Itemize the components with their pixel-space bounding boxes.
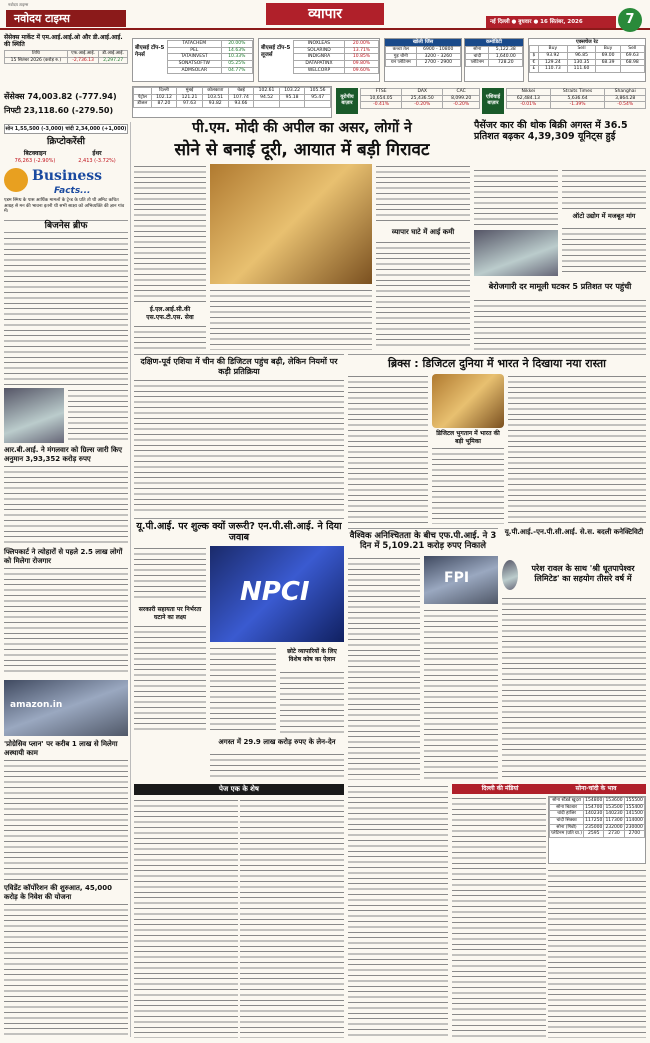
cell: 2730: [604, 831, 624, 838]
cell: तिथि: [5, 51, 68, 58]
cell: 155400: [625, 804, 643, 810]
cell: 2700: [624, 831, 644, 838]
cell: 117300: [605, 817, 623, 823]
brics-body-2: [432, 446, 504, 524]
crypto-title: क्रिप्टोकरेंसी: [47, 137, 85, 147]
cell: पेट्रोल: [134, 94, 152, 101]
cell: -2,736.13: [67, 57, 98, 64]
cell: 5,636.64: [550, 95, 605, 102]
cell: 95.18: [279, 94, 305, 101]
cell: सोना स्टैंडर्ड खुदरा: [550, 798, 584, 805]
gold-silver-strip: सोन 1,55,500 (-3,000) चांदी 2,34,000 (+1,000): [5, 126, 127, 132]
cell: SOLARIND: [294, 47, 345, 54]
cell: 62,484.13: [507, 95, 551, 102]
fx-title: एक्सचेंज रेट: [575, 39, 599, 45]
cell: 04.77%: [221, 67, 252, 74]
mandi-title: दिल्ली की मंडियां: [481, 785, 519, 792]
column-rule: [130, 122, 131, 1037]
cell: TATACHEM: [168, 41, 222, 48]
cell: $: [530, 52, 539, 59]
cell: 2595: [584, 831, 604, 838]
amazon-headline: 'प्रोग्रेसिव प्लान' पर करीब 1 लाख से मिलेगा अस्थायी काम: [4, 740, 118, 757]
brief-body: [4, 236, 128, 386]
cell: -0.54%: [605, 102, 646, 109]
amazon-body: [4, 758, 128, 880]
european-markets: [360, 88, 480, 114]
cell: 6900 - 10800: [416, 47, 460, 54]
lead-body-1: [134, 164, 206, 304]
cars-body-3: [562, 226, 646, 276]
cell: DATAPATINX: [294, 60, 345, 67]
upi-body-1: [134, 546, 206, 602]
bullion-table-box: [548, 796, 646, 864]
cell: दिल्ली: [151, 88, 177, 95]
bitcoin-label: बिटक्वाइन: [23, 150, 47, 157]
cell: Nikkei: [507, 89, 551, 96]
amazon-photo: [4, 680, 128, 736]
cell: 105.56: [305, 88, 331, 95]
cars-headline: पैसेंजर कार की थोक बिक्री अगस्त में 36.5 प्रतिशत बढ़कर 4,39,309 यूनिट्स हुई: [474, 120, 628, 142]
cell: -0.20%: [402, 102, 443, 109]
top-losers: [258, 38, 380, 82]
cell: 111.60: [567, 66, 596, 73]
cell: €: [530, 59, 539, 66]
cell: सोना (गिन्नी): [550, 824, 584, 831]
ether-value: 2,413 (-3.72%): [78, 158, 116, 164]
cell: 129.24: [538, 59, 567, 66]
cell: धन प्लेटिनम: [386, 60, 417, 67]
cell: 2,297.27: [99, 57, 128, 64]
asian-market-label: एशियाई बाज़ार: [482, 88, 504, 114]
bitcoin-value: 76,263 (-2.90%): [14, 158, 56, 164]
fpi-headline: वैश्विक अनिश्चितता के बीच एफ.पी.आई. ने 3 दिन में 5,109.21 करोड़ रुपए निकाले: [348, 528, 498, 551]
losers-title: बीएसई टॉप-5 लूजर्स: [261, 45, 291, 58]
lead-sub-trade: व्यापार घाटे में आई कमी: [391, 228, 455, 236]
upi-sub-3: अगस्त में 29.9 लाख करोड़ रुपए के लेन-देन: [218, 738, 336, 746]
cell: 2700 - 2900: [416, 60, 460, 67]
brief-title: बिजनेस ब्रीफ: [4, 220, 128, 233]
cell: 15 सितंबर 2026 (करोड़ रु.): [5, 57, 68, 64]
cell: SONATSOFTW: [168, 60, 222, 67]
continuation-title: पेज एक के शेष: [134, 784, 344, 795]
upi-body-4: [280, 670, 344, 734]
cell: Buy: [538, 46, 567, 53]
cell: 114000: [625, 817, 643, 823]
china-headline: दक्षिण-पूर्व एशिया में चीन की डिजिटल पहुंच बढ़ी, लेकिन नियमों पर कड़ी प्रतिक्रिया: [134, 354, 344, 377]
cell: 140230: [585, 811, 603, 817]
losers-table: [293, 40, 379, 74]
cell: TATAINVEST: [168, 54, 222, 61]
cell: डीजल: [134, 101, 152, 108]
cell: 155500: [625, 798, 643, 803]
cell: Sell: [620, 46, 644, 53]
cell: 107.74: [228, 94, 254, 101]
building-photo: [4, 388, 64, 443]
cell: 141500: [625, 811, 643, 817]
masthead-small: नवोदय टाइम्स: [8, 2, 29, 7]
cell: 93.82: [202, 101, 228, 108]
china-body: [134, 378, 344, 514]
cell: 68.39: [596, 59, 620, 66]
nifty-value: निफ्टी 23,118.60 (-279.50): [4, 106, 114, 115]
amazon-logo-label: amazon.in: [10, 700, 63, 710]
lead-kicker: पी.एम. मोदी की अपील का असर, लोगों ने: [192, 120, 412, 136]
cars-sub: ऑटो उद्योग में मजबूत मांग: [572, 212, 636, 220]
cell: कोलकाता: [202, 88, 228, 95]
cell: चेन्नई: [228, 88, 254, 95]
cell: PEL: [168, 47, 222, 54]
cell: 13.71%: [345, 47, 379, 54]
cell: 10.85%: [345, 54, 379, 61]
cell: एफ.आई.आई.: [67, 51, 98, 58]
ether-label: ईथर: [92, 150, 102, 157]
cell: 1,640.00: [489, 53, 523, 60]
metals-table: [465, 46, 523, 67]
cell: 154700: [585, 804, 603, 810]
parasram-body: [502, 596, 646, 780]
cell: सोना बिटबार: [550, 804, 584, 811]
upi-headline: यू.पी.आई. पर शुल्क क्यों जरूरी? एन.पी.सी.आई. ने दिया जवाब: [134, 518, 344, 543]
cell: Shanghai: [605, 89, 646, 96]
brics-body-1: [348, 374, 428, 524]
brics-coins-photo: [432, 374, 504, 428]
bullion-title: सोना-चांदी के भाव: [575, 785, 617, 792]
brics-body-3: [508, 374, 646, 524]
cell: ADMSOLAR: [168, 67, 222, 74]
fx-box: [528, 38, 646, 82]
cell: डी.आई.आई.: [99, 51, 128, 58]
npci-photo: [210, 546, 344, 642]
lead-body-4: [376, 240, 470, 350]
cell: 09.80%: [345, 60, 379, 67]
facts-badge-icon: [4, 168, 28, 192]
cell: 10,654.05: [361, 95, 402, 102]
gainers-table: [167, 40, 253, 74]
mandi-bar: [452, 784, 646, 794]
cell: 93.92: [538, 52, 567, 59]
parasram-photo: [502, 560, 518, 590]
sensex-value: सेंसेक्स 74,003.82 (-777.94): [4, 92, 117, 101]
cell: 09.60%: [345, 67, 379, 74]
parasram-headline: परेश रावल के साथ 'श्री धूतपापेश्वर लिमिटेड' का सहयोग तीसरे वर्ष में: [531, 564, 635, 583]
asian-markets: [506, 88, 646, 114]
cell: 103.51: [202, 94, 228, 101]
cell: 3,864.28: [605, 95, 646, 102]
fx-table: [529, 45, 645, 73]
cell: 153500: [605, 804, 623, 810]
cell: 25,436.50: [402, 95, 443, 102]
upi-sub: सरकारी सहायता पर निर्भरता घटाने का लक्ष्य: [138, 606, 202, 621]
upi-body-3: [210, 646, 276, 734]
cell: £: [530, 66, 539, 73]
cell: चांदी हाजिर: [550, 811, 584, 818]
cell: 95.47: [305, 94, 331, 101]
top-gainers: [132, 38, 254, 82]
cell: 140230: [605, 811, 623, 817]
cell: 154800: [585, 798, 603, 803]
cell: 96.85: [567, 52, 596, 59]
cars-body-2: [562, 168, 646, 210]
continuation-body-3: [348, 784, 448, 1038]
fpi-photo: [424, 556, 498, 604]
flipkart-headline: फ्लिपकार्ट ने त्योहारों से पहले 2.5 लाख लोगों को मिलेगा रोजगार: [4, 548, 123, 565]
cell: 69.00: [596, 52, 620, 59]
cell: 102.61: [254, 88, 280, 95]
fuel-box: [132, 86, 332, 118]
cell: Sell: [567, 46, 596, 53]
npci-logo: NPCI: [240, 577, 310, 607]
lead-body-3: [376, 164, 470, 224]
cell: 130.35: [567, 59, 596, 66]
gainers-title: बीएसई टॉप-5 गेनर्स: [135, 45, 165, 58]
cell: 87.20: [151, 101, 177, 108]
business-title: Business: [32, 168, 103, 184]
cell: -0.01%: [507, 102, 551, 109]
cell: 20.00%: [221, 41, 252, 48]
cell: 5,122.38: [489, 47, 523, 54]
cell: FTSE: [361, 89, 402, 96]
cell: 93.66: [228, 101, 254, 108]
fpi-logo: FPI: [444, 570, 470, 586]
page-number: 7: [618, 8, 642, 32]
cell: 121.21: [177, 94, 203, 101]
cell: Buy: [596, 46, 620, 53]
lead-body-5: [134, 324, 206, 350]
brics-sub: डिजिटल भुगतान में भारत की बड़ी भूमिका: [436, 430, 500, 445]
upi-body-2: [134, 624, 206, 734]
cell: 14.63%: [221, 47, 252, 54]
commodity-table: [385, 46, 461, 67]
cell: प्लेटिनम (प्रति ग्रा.): [551, 831, 583, 837]
commodity-box: [384, 38, 462, 82]
cell: 235000: [585, 824, 603, 830]
cell: WELCORP: [294, 67, 345, 74]
upi-npci-sub: यू.पी.आई.-एन.पी.सी.आई. से.स. बदली कनेक्टिविटी: [504, 528, 644, 536]
cell: 8,099.20: [443, 95, 480, 102]
cell: -0.41%: [361, 102, 402, 109]
cars-body: [474, 168, 558, 228]
continuation-body-2: [240, 798, 344, 1038]
cell: DAX: [402, 89, 443, 96]
cell: कच्चा तेल: [386, 47, 417, 54]
flipkart-body: [4, 566, 128, 676]
cell: INOXLEAS: [294, 41, 345, 48]
cell: 20.00%: [345, 41, 379, 48]
cell: मुंबई: [177, 88, 203, 95]
european-market-label: यूरोपीय बाज़ार: [336, 88, 358, 114]
cell: 110.73: [538, 66, 567, 73]
asia-table: [506, 88, 646, 109]
continuation-body-1: [134, 798, 238, 1038]
cell: 69.63: [620, 52, 644, 59]
lead-sub-elic: ई.एल.आई.सी.की एस.एफ.टी.एस. सेवा: [146, 306, 194, 321]
brics-headline: ब्रिक्स : डिजिटल दुनिया में भारत ने दिखाया नया रास्ता: [348, 354, 646, 371]
cell: 102.12: [151, 94, 177, 101]
cell: चांदी: [466, 53, 489, 60]
bottom-left-body: [4, 902, 128, 1038]
bottom-left-headline: एविडेंट कॉर्पोरेशन की शुरुआत, 45,000 करोड़ के निवेश की योजना: [4, 884, 113, 901]
cell: Straits Times: [550, 89, 605, 96]
cars-photo: [474, 230, 558, 276]
europe-table: [360, 88, 480, 109]
rbi-body: [4, 464, 128, 544]
cell: चांदी सिक्का: [550, 817, 584, 824]
section-title: व्यापार: [266, 3, 384, 25]
cell: प्लेटिनम: [466, 60, 489, 67]
cell: CAC: [443, 89, 480, 96]
cell: 05.25%: [221, 60, 252, 67]
cell: 94.52: [254, 94, 280, 101]
cell: 68.98: [620, 59, 644, 66]
cell: 230000: [625, 824, 643, 830]
facts-text: एडम स्मिथ के पास आर्थिक मामलों के ट्रेन्ड के प्रति तो थी अमिट कथित आग्रह से मन की भावना इतनी थी सभी साक्ष्य को अभिव्यक्ति की ज्ञान गांव में।: [4, 198, 125, 215]
upi-body-5: [210, 752, 344, 780]
cell: 97.63: [177, 101, 203, 108]
unemployment-headline: बेरोजगारी दर मामूली घटकर 5 प्रतिशत पर पहुंची: [488, 282, 632, 291]
cell: 153600: [605, 798, 623, 803]
unemployment-body: [474, 298, 646, 350]
cell: सोना: [466, 47, 489, 54]
mandi-rates-body-2: [548, 868, 646, 1038]
cell: 117250: [585, 817, 603, 823]
lead-body-2: [210, 288, 372, 350]
lead-headline: सोने से बनाई दूरी, आयात में बड़ी गिरावट: [174, 140, 430, 160]
facts-title: Facts...: [54, 186, 91, 196]
gold-jewellery-photo: [210, 164, 372, 284]
masthead-title: नवोदय टाइम्स: [6, 10, 126, 27]
fii-dii-box: [4, 34, 128, 76]
bullion-table: [549, 797, 645, 838]
mandi-rates-body: [452, 796, 546, 1038]
cell: -1.39%: [550, 102, 605, 109]
cell: INDIGNRA: [294, 54, 345, 61]
cell: गुड़ चीनी: [386, 53, 417, 60]
fii-dii-headline: सेंसेक्स मार्केट में एम.आई.आई.ओ और डी.आई.आई. की स्थिति: [4, 34, 123, 48]
fpi-body-1: [348, 556, 420, 780]
metals-title: कमोडिटी: [465, 39, 523, 46]
cell: 103.22: [279, 88, 305, 95]
cell: 10.33%: [221, 54, 252, 61]
rbi-headline: आर.बी.आई. ने मंगलवार को ग्रिल्स जारी किए अनुमान 3,93,352 करोड़ रुपए: [4, 446, 123, 463]
cell: 3200 - 3260: [416, 53, 460, 60]
fuel-table: [133, 87, 331, 108]
fpi-body-2: [424, 608, 498, 780]
commodity-title: खोली जिंस: [385, 39, 461, 46]
metals-box: [464, 38, 524, 82]
fii-dii-table: [4, 50, 128, 64]
dateline: नई दिल्ली ● बुधवार ● 16 सितंबर, 2026: [486, 16, 616, 28]
cell: 232000: [605, 824, 623, 830]
upi-sub-2: छोटे व्यापारियों के लिए विशेष कोष का ऐलान: [287, 648, 337, 663]
cell: -0.20%: [443, 102, 480, 109]
cell: 728.20: [489, 60, 523, 67]
brief-body-2: [68, 388, 128, 443]
